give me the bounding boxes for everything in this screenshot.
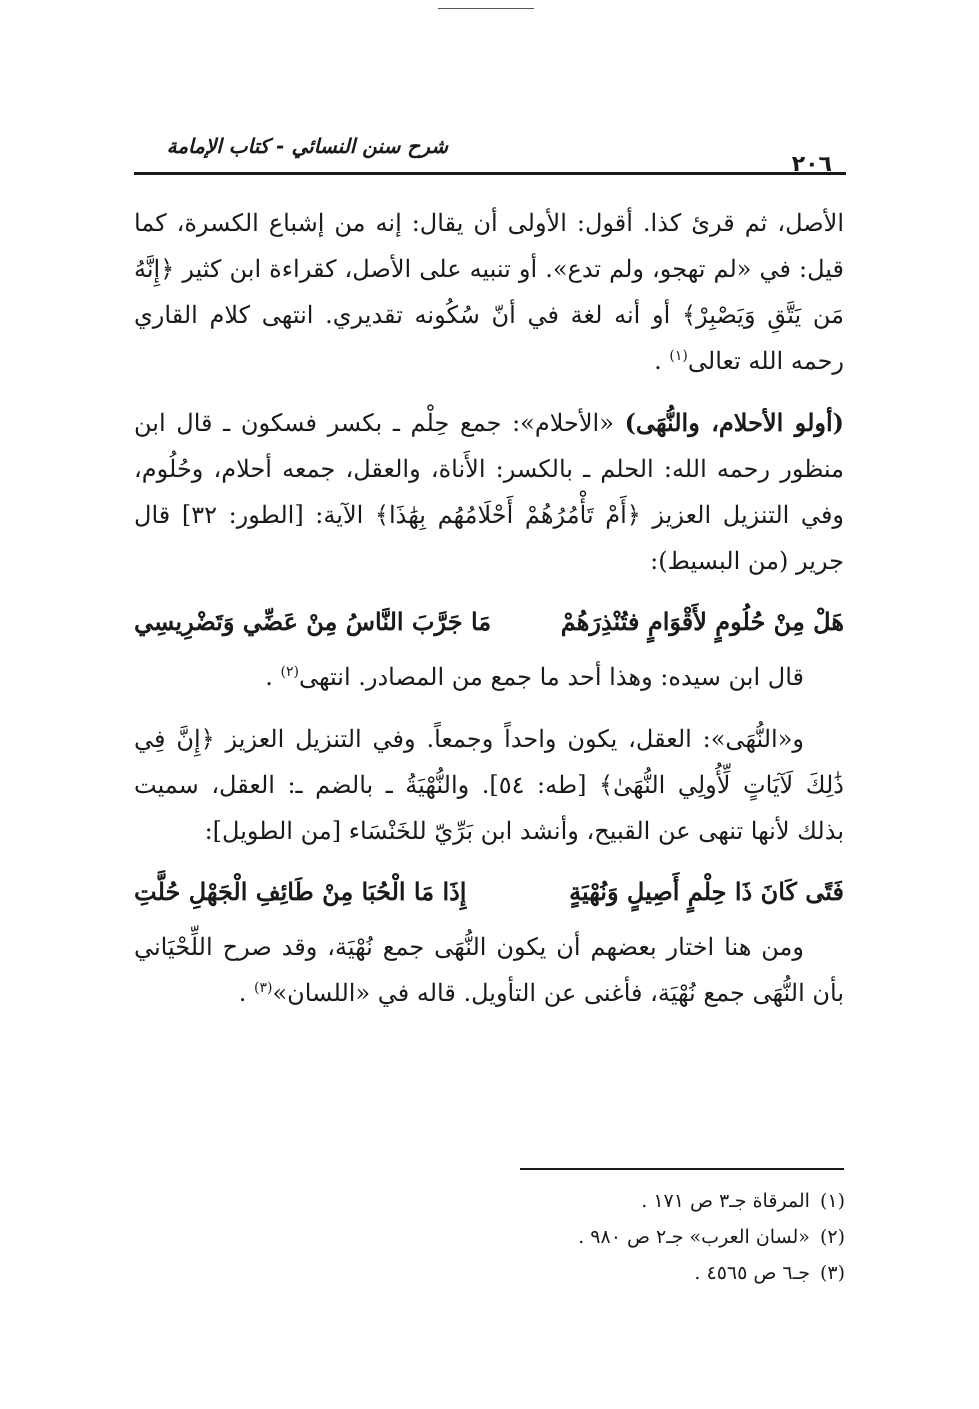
page-body <box>134 200 844 1016</box>
running-title: شرح سنن النسائي - كتاب الإمامة <box>166 134 448 158</box>
paragraph-1-end: . <box>654 347 670 375</box>
footnote-2-number: (٢) <box>819 1226 845 1248</box>
poetry-verse-1 <box>134 602 844 642</box>
footnote-1-number: (١) <box>819 1190 845 1212</box>
verse-1-second-hemistich: مَا جَرَّبَ النَّاسُ مِنْ عَضِّي وَتَضْرِيسِي <box>134 607 492 636</box>
top-decorative-rule <box>438 8 534 9</box>
paragraph-4-text: و«النُّهَى»: العقل، يكون واحداً وجمعاً. وفي التنزيل العزيز ﴿إِنَّ فِي ذَٰلِكَ لَآيَاتٍ لِّأُولِي النُّهَىٰ﴾ [طه: ٥٤]. والنُّهْيَةُ ـ بالضم ـ: العقل، سميت بذلك لأنها تنهى عن القبيح، وأنشد ابن بَرِّيّ للخَنْسَاء [من الطويل]: <box>134 725 844 845</box>
footnote-1 <box>578 1183 845 1219</box>
paragraph-1-text: الأصل، ثم قرئ كذا. أقول: الأولى أن يقال: إنه من إشباع الكسرة، كما قيل: في «لم تهجو، ولم تدع». أو تنبيه على الأصل، كقراءة ابن كثير ﴿إِنَّهُ مَن يَتَّقِ وَيَصْبِرْ﴾ أو أنه لغة في أنّ سُكُونه تقديري. انتهى كلام القاري رحمه الله تعالى <box>134 209 844 375</box>
footnote-2 <box>578 1219 845 1255</box>
verse-2-second-hemistich: إِذَا مَا الْحُبَا مِنْ طَائِفِ الْجَهْلِ حُلَّتِ <box>134 877 467 906</box>
footnote-3 <box>578 1255 845 1291</box>
verse-2-first-hemistich: فَتًى كَانَ ذَا حِلْمٍ أَصِيلٍ وَنُهْيَةٍ <box>569 877 844 906</box>
paragraph-3-text: قال ابن سيده: وهذا أحد ما جمع من المصادر. انتهى <box>298 663 804 691</box>
paragraph-5-text: ومن هنا اختار بعضهم أن يكون النُّهَى جمع نُهْيَة، وقد صرح اللِّحْيَاني بأن النُّهَى جمع نُهْيَة، فأغنى عن التأويل. قاله في «اللسان» <box>134 933 844 1007</box>
footnotes <box>578 1183 845 1291</box>
paragraph-3-end: . <box>265 663 281 691</box>
footnote-separator <box>520 1168 844 1170</box>
footnote-1-text: المرقاة جـ٣ ص ١٧١ . <box>641 1190 810 1212</box>
footnote-3-number: (٣) <box>819 1262 845 1284</box>
footnote-ref-1: (١) <box>669 348 688 364</box>
poetry-verse-2 <box>134 872 844 912</box>
header-rule <box>134 172 846 175</box>
paragraph-4 <box>134 716 844 854</box>
verse-1-first-hemistich: هَلْ مِنْ حُلُومٍ لأَقْوَامٍ فتُنْذِرَهُمْ <box>560 607 844 636</box>
footnote-3-text: جـ٦ ص ٤٥٦٥ . <box>694 1262 810 1284</box>
footnote-ref-2: (٢) <box>280 664 299 680</box>
page-header <box>134 128 846 177</box>
paragraph-3 <box>134 654 844 700</box>
page-number: ٢٠٦ <box>791 152 832 177</box>
paragraph-5-end: . <box>238 979 255 1007</box>
paragraph-1 <box>134 200 844 384</box>
footnote-2-text: «لسان العرب» جـ٢ ص ٩٨٠ . <box>578 1226 810 1248</box>
footnote-ref-3: (٣) <box>254 980 273 996</box>
paragraph-5 <box>134 924 844 1016</box>
paragraph-2-heading: (أولو الأحلام، والنُّهَى) <box>624 408 845 437</box>
paragraph-2 <box>134 400 844 584</box>
paragraph-2-text: «الأحلام»: جمع حِلْم ـ بكسر فسكون ـ قال ابن منظور رحمه الله: الحلم ـ بالكسر: الأَناة، والعقل، جمعه أحلام، وحُلُوم، وفي التنزيل العزيز ﴿أَمْ تَأْمُرُهُمْ أَحْلَامُهُم بِهَٰذَا﴾ الآية: [الطور: ٣٢] قال جرير (من البسيط): <box>134 409 845 575</box>
